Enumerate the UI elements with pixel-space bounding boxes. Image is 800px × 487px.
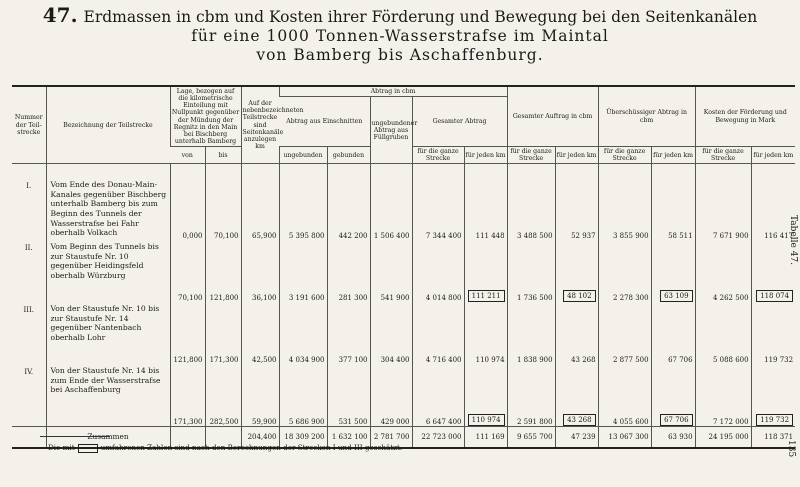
cell-fuellgruben: 1 506 400 (370, 178, 412, 240)
header-lage: Lage, bezogen auf die kilometrische Einteilung mit Nullpunkt gegenüber der Mündung der Regnitz in den Main bei Bischberg unterhalb Bamberg (171, 88, 240, 145)
row-number: I. (26, 182, 32, 191)
row-description: Vom Beginn des Tunnels bis zur Staustufe Nr. 10 gegenüber Heidingsfeld oberhalb Würzburg (46, 240, 170, 302)
total-auftrag-ganz: 9 655 700 (507, 427, 555, 449)
cell-ungebunden: 5 686 900 (279, 364, 327, 427)
row-description: Vom Ende des Donau-Main-Kanales gegenüber Bischberg unterhalb Bamberg bis zum Beginn des Tunnels der Wasserstrafse bei Fahr oberhalb Volkach (46, 178, 170, 240)
boxed-value: 48 102 (563, 290, 596, 302)
table-row (12, 240, 795, 302)
cell-kosten-km (751, 364, 795, 427)
cell-von: 121,800 (170, 302, 205, 364)
title-line-2: für eine 1000 Tonnen-Wasserstrafse im Maintal (191, 27, 609, 45)
cell-ueber-ganz: 3 855 900 (598, 178, 651, 240)
header-abtrag-einschnitten: Abtrag aus Einschnitten (279, 97, 370, 147)
header-bis: bis (205, 147, 241, 164)
cell-abtrag-km: 111 448 (464, 178, 507, 240)
table-number: 47. (42, 3, 78, 27)
cell-km: 59,900 (241, 364, 279, 427)
total-auftrag-km: 47 239 (555, 427, 598, 449)
footnote-after: umfahrenen Zahlen sind nach den Berechnungen der Strecken I und III geschätzt. (100, 443, 403, 452)
title-line-3: von Bamberg bis Aschaffenburg. (256, 46, 544, 64)
title-line-1: Erdmassen in cbm und Kosten ihrer Förderung und Bewegung bei den Seitenkanälen (83, 8, 758, 26)
cell-auftrag-ganz: 1 736 500 (507, 240, 555, 302)
cell-fuellgruben: 304 400 (370, 302, 412, 364)
cell-ueber-km: 58 511 (651, 178, 695, 240)
cell-abtrag-ganz: 6 647 400 (412, 364, 464, 427)
cell-auftrag-km (555, 364, 598, 427)
footnote (48, 443, 402, 453)
footnote-rule (40, 436, 110, 437)
data-table (12, 85, 795, 449)
total-km: 204,400 (241, 427, 279, 449)
header-gesamter-auftrag: Gesamter Auftrag in cbm (507, 86, 598, 147)
cell-ueber-km (651, 364, 695, 427)
cell-auftrag-ganz: 2 591 800 (507, 364, 555, 427)
cell-ueber-km: 67 706 (651, 302, 695, 364)
cell-kosten-ganz: 7 172 000 (695, 364, 751, 427)
header-ungebundener: ungebundener Abtrag aus Füllgruben (370, 97, 412, 164)
cell-von: 171,300 (170, 364, 205, 427)
cell-auftrag-km (555, 240, 598, 302)
cell-km: 36,100 (241, 240, 279, 302)
cell-gebunden: 377 100 (327, 302, 370, 364)
total-kosten-km: 118 371 (751, 427, 795, 449)
total-fuellgruben: 2 781 700 (370, 427, 412, 449)
cell-von: 0,000 (170, 178, 205, 240)
footnote-before: Die mit (48, 443, 75, 452)
header-nummer: Nummer der Teil-strecke (12, 86, 46, 164)
cell-auftrag-km: 43 268 (555, 302, 598, 364)
header-gesamter-abtrag: Gesamter Abtrag (412, 97, 507, 147)
cell-ungebunden: 5 395 800 (279, 178, 327, 240)
table-title (0, 3, 800, 65)
cell-abtrag-km (464, 240, 507, 302)
boxed-value: 67 706 (660, 414, 693, 426)
cell-bis: 70,100 (205, 178, 241, 240)
cell-bis: 171,300 (205, 302, 241, 364)
cell-von: 70,100 (170, 240, 205, 302)
cell-abtrag-ganz: 4 014 800 (412, 240, 464, 302)
boxed-value: 118 074 (756, 290, 793, 302)
header-bezeichnung: Bezeichnung der Teilstrecke (46, 86, 170, 164)
header-kosten-km: für jeden km (751, 147, 795, 164)
total-ueber-km: 63 930 (651, 427, 695, 449)
boxed-value: 63 109 (660, 290, 693, 302)
header-auftrag-ganze: für die ganze Strecke (507, 147, 555, 164)
total-kosten-ganz: 24 195 000 (695, 427, 751, 449)
cell-kosten-ganz: 5 088 600 (695, 302, 751, 364)
cell-bis: 282,500 (205, 364, 241, 427)
total-ungebunden: 18 309 200 (279, 427, 327, 449)
spacer-row (12, 164, 795, 179)
cell-kosten-km: 116 417 (751, 178, 795, 240)
total-abtrag-ganz: 22 723 000 (412, 427, 464, 449)
cell-gebunden: 531 500 (327, 364, 370, 427)
row-description: Von der Staustufe Nr. 10 bis zur Staustufe Nr. 14 gegenüber Nantenbach oberhalb Lohr (46, 302, 170, 364)
box-symbol-icon (78, 444, 98, 453)
cell-abtrag-km (464, 364, 507, 427)
header-von: von (170, 147, 205, 164)
cell-ungebunden: 4 034 900 (279, 302, 327, 364)
boxed-value: 119 732 (756, 414, 793, 426)
table-row (12, 302, 795, 364)
header-abtrag-km: für jeden km (464, 147, 507, 164)
cell-auftrag-ganz: 1 838 900 (507, 302, 555, 364)
header-abtrag-ganze: für die ganze Strecke (412, 147, 464, 164)
header-ueber-km: für jeden km (651, 147, 695, 164)
row-number: III. (23, 306, 35, 315)
header-kosten: Kosten der Förderung und Bewegung in Mark (695, 86, 795, 147)
row-number: IV. (24, 368, 34, 377)
row-number: II. (24, 244, 33, 253)
header-gebunden: gebunden (327, 147, 370, 164)
cell-bis: 121,800 (205, 240, 241, 302)
total-label: Zusammen (46, 427, 170, 449)
cell-abtrag-ganz: 4 716 400 (412, 302, 464, 364)
cell-auftrag-km: 52 937 (555, 178, 598, 240)
header-ueber-ganze: für die ganze Strecke (598, 147, 651, 164)
header-ungebunden: ungebunden (279, 147, 327, 164)
page-number: 135 (786, 440, 796, 458)
row-description: Von der Staustufe Nr. 14 bis zum Ende der Wasserstrafse bei Aschaffenburg (46, 364, 170, 427)
cell-km: 42,500 (241, 302, 279, 364)
cell-gebunden: 281 300 (327, 240, 370, 302)
total-gebunden: 1 632 100 (327, 427, 370, 449)
header-auftrag-km: für jeden km (555, 147, 598, 164)
cell-kosten-ganz: 4 262 500 (695, 240, 751, 302)
cell-kosten-km (751, 240, 795, 302)
header-auf-der: Auf der nebenbezeichneten Teilstrecke sind Seitenkanäle anzulegen km (241, 86, 279, 164)
header-kosten-ganze: für die ganze Strecke (695, 147, 751, 164)
cell-ueber-ganz: 2 278 300 (598, 240, 651, 302)
cell-fuellgruben: 541 900 (370, 240, 412, 302)
cell-kosten-km: 119 732 (751, 302, 795, 364)
side-label: Tabelle 47. (788, 215, 798, 266)
cell-ueber-ganz: 2 877 500 (598, 302, 651, 364)
boxed-value: 43 268 (563, 414, 596, 426)
boxed-value: 110 974 (468, 414, 505, 426)
total-abtrag-km: 111 169 (464, 427, 507, 449)
table-row (12, 364, 795, 427)
cell-kosten-ganz: 7 671 900 (695, 178, 751, 240)
cell-auftrag-ganz: 3 488 500 (507, 178, 555, 240)
cell-km: 65,900 (241, 178, 279, 240)
cell-abtrag-ganz: 7 344 400 (412, 178, 464, 240)
total-ueber-ganz: 13 067 300 (598, 427, 651, 449)
header-abtrag: Abtrag in cbm (279, 86, 507, 97)
boxed-value: 111 211 (468, 290, 505, 302)
cell-fuellgruben: 429 000 (370, 364, 412, 427)
cell-ueber-km (651, 240, 695, 302)
cell-ueber-ganz: 4 055 600 (598, 364, 651, 427)
cell-ungebunden: 3 191 600 (279, 240, 327, 302)
table-row (12, 178, 795, 240)
header-ueberschuessiger: Überschüssiger Abtrag in cbm (598, 86, 695, 147)
cell-gebunden: 442 200 (327, 178, 370, 240)
cell-abtrag-km: 110 974 (464, 302, 507, 364)
